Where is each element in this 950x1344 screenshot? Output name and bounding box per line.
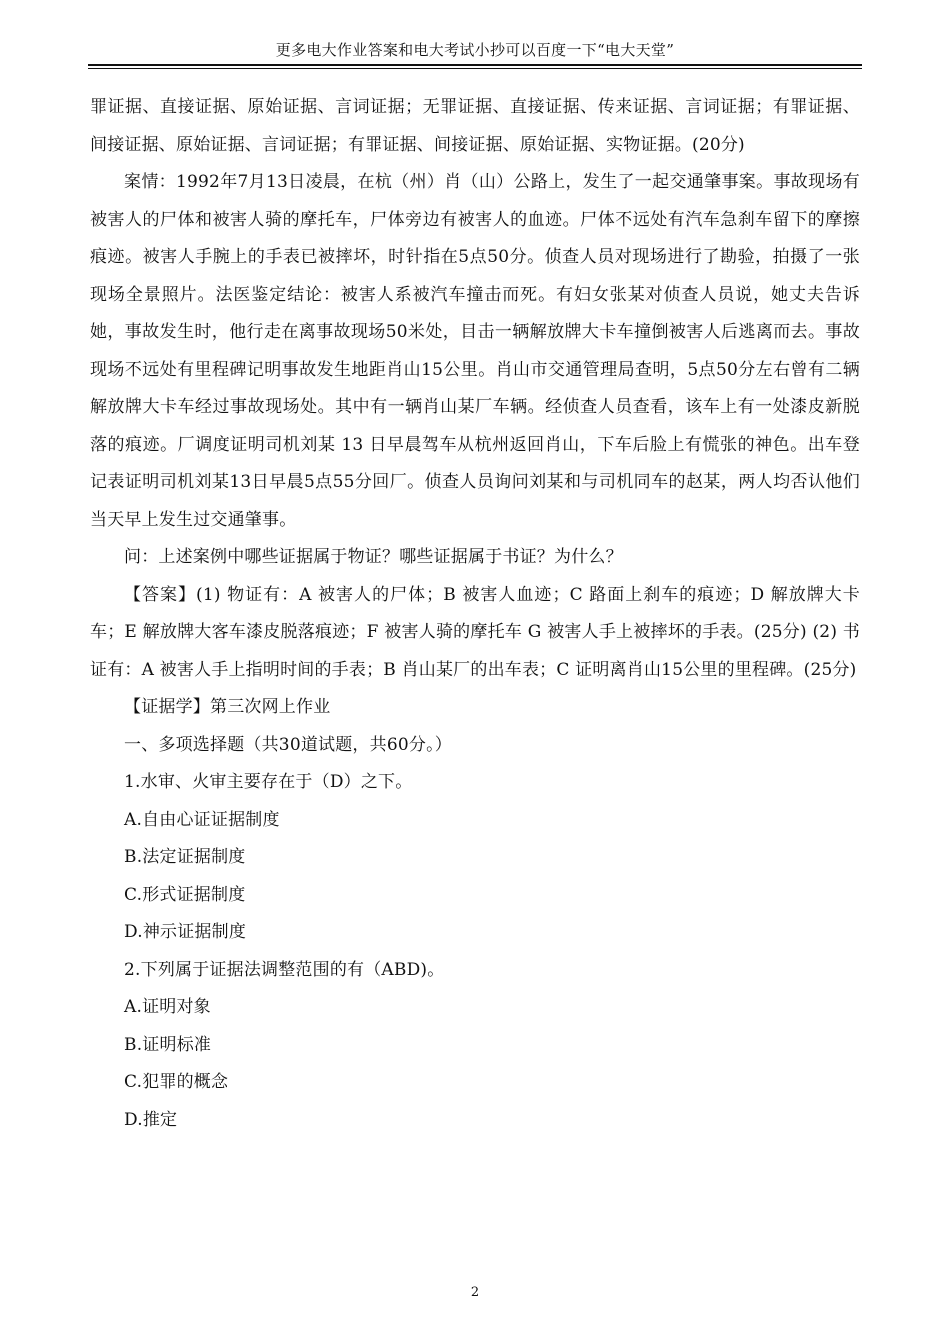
paragraph-evidence-classification: 罪证据、直接证据、原始证据、言词证据；无罪证据、直接证据、传来证据、言词证据；有罪证据、间接证据、原始证据、言词证据；有罪证据、间接证据、原始证据、实物证据。(20分) <box>90 97 860 155</box>
question-1-option-c: C.形式证据制度 <box>124 884 246 905</box>
question-2-option-b: B.证明标准 <box>124 1034 212 1055</box>
page-number: 2 <box>470 1285 480 1300</box>
question-1-option-d: D.神示证据制度 <box>124 922 247 942</box>
section-title: 【证据学】第三次网上作业 <box>124 697 331 717</box>
section-instructions: 一、多项选择题（共30道试题，共60分。） <box>124 734 452 755</box>
question-1-option-a: A.自由心证证据制度 <box>124 809 280 830</box>
question-2-option-a: A.证明对象 <box>124 997 211 1017</box>
paragraph-answer: 【答案】(1) 物证有：A 被害人的尸体；B 被害人血迹；C 路面上刹车的痕迹；D 解放牌大卡车；E 解放牌大客车漆皮脱落痕迹；F 被害人骑的摩托车 G 被害人手上被摔坏的手表。(25分) (2) 书证有：A 被害人手上指明时间的手表；B 肖山某厂的出车表；C 证明离肖山15公里的里程碑。(25分) <box>90 584 860 680</box>
question-2-option-c: C.犯罪的概念 <box>124 1072 229 1092</box>
paragraph-question: 问：上述案例中哪些证据属于物证？哪些证据属于书证？为什么？ <box>124 547 623 567</box>
page-header: 更多电大作业答案和电大考试小抄可以百度一下“电大天堂” <box>275 41 675 59</box>
question-2: 2.下列属于证据法调整范围的有（ABD)。 <box>124 959 445 980</box>
paragraph-case-facts: 案情：1992年7月13日凌晨，在杭（州）肖（山）公路上，发生了一起交通肇事案。事故现场有被害人的尸体和被害人骑的摩托车，尸体旁边有被害人的血迹。尸体不远处有汽车急刹车留下的摩擦痕迹。被害人手腕上的手表已被摔坏，时针指在5点50分。侦查人员对现场进行了勘验，拍摄了一张现场全景照片。法医鉴定结论：被害人系被汽车撞击而死。有妇女张某对侦查人员说，她丈夫告诉她，事故发生时，他行走在离事故现场50米处，目击一辆解放牌大卡车撞倒被害人后逃离而去。事故现场不远处有里程碑记明事故发生地距肖山15公里。肖山市交通管理局查明，5点50分左右曾有二辆解放牌大卡车经过事故现场处。其中有一辆肖山某厂车辆。经侦查人员查看，该车上有一处漆皮新脱落的痕迹。厂调度证明司机刘某 13 日早晨驾车从杭州返回肖山，下车后脸上有慌张的神色。出车登记表证明司机刘某13日早晨5点55分回厂。侦查人员询问刘某和与司机同车的赵某，两人均否认他们当天早上发生过交通肇事。 <box>90 172 860 530</box>
question-1-option-b: B.法定证据制度 <box>124 847 246 867</box>
header-divider <box>88 64 862 66</box>
header-divider-thin <box>88 68 862 69</box>
document-body <box>90 89 860 1139</box>
question-1: 1.水审、火审主要存在于（D）之下。 <box>124 772 413 792</box>
question-2-option-d: D.推定 <box>124 1109 178 1130</box>
